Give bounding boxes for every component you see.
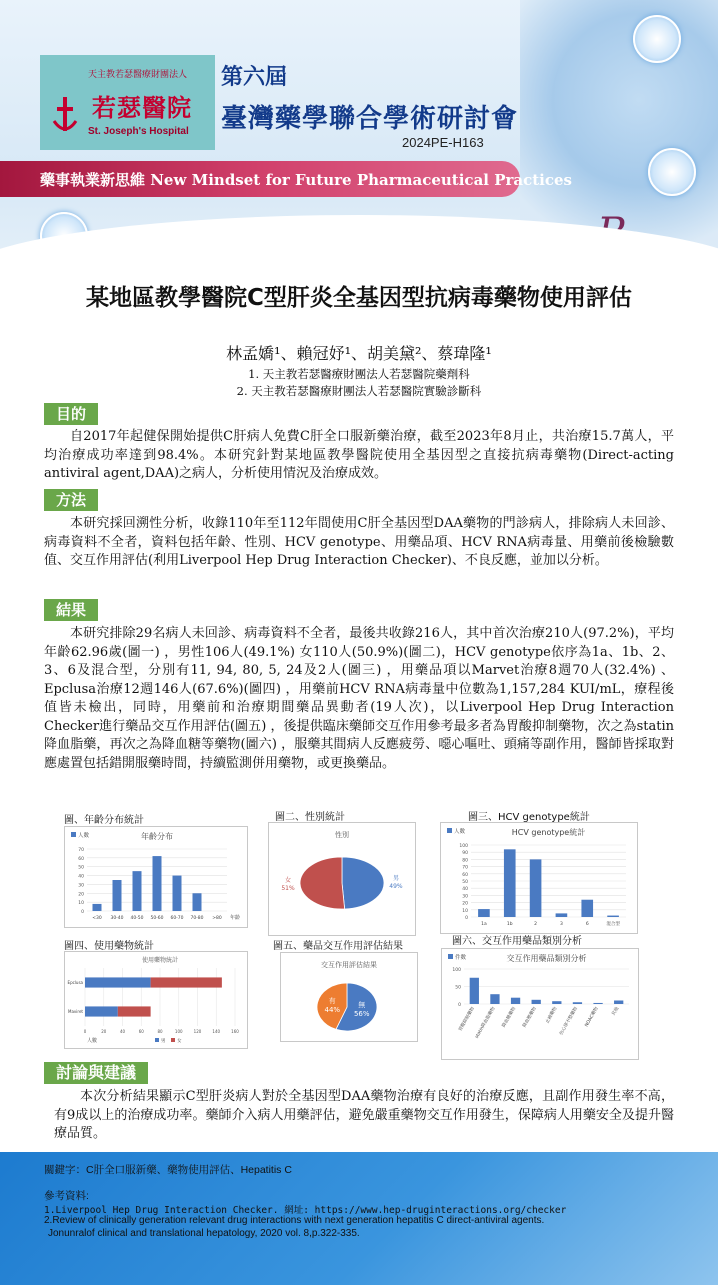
- legend-label: 件數: [455, 955, 467, 961]
- bar: [153, 856, 162, 911]
- pie-slice: [342, 857, 384, 909]
- bar-segment: [85, 977, 151, 987]
- x-tick-label: 其他: [611, 1006, 621, 1017]
- hospital-logo-name: 若瑟醫院: [92, 93, 192, 122]
- y-tick-label: 50: [462, 880, 468, 885]
- keywords: 關鍵字：C肝全口服新藥、藥物使用評估、Hepatitis C: [44, 1164, 292, 1176]
- chart-gender: [268, 822, 416, 936]
- chart-title: 性別: [335, 831, 349, 839]
- legend-label: 人數: [78, 833, 90, 839]
- x-tick-label: 60: [138, 1029, 144, 1034]
- bar: [532, 1000, 541, 1004]
- x-tick-label: statin降血脂藥物: [474, 1006, 497, 1040]
- figure-5-caption: 圖五、藥品交互作用評估結果: [273, 941, 403, 952]
- x-axis-label: 年齡: [230, 915, 241, 921]
- chart-drug-usage: [64, 951, 248, 1049]
- chart-title: HCV genotype統計: [511, 828, 586, 837]
- x-tick-label: 2: [534, 922, 538, 927]
- affiliation-2: 2. 天主教若瑟醫療財團法人若瑟醫院實驗診斷科: [236, 384, 482, 398]
- x-tick-label: 胃酸抑制藥物: [458, 1006, 477, 1033]
- x-tick-label: >80: [212, 916, 222, 921]
- y-tick-label: 0: [81, 910, 84, 915]
- section-heading-result: 結果: [44, 599, 98, 621]
- legend-swatch: [171, 1038, 175, 1042]
- axis-unit-label: 人數: [87, 1038, 98, 1044]
- y-tick-label: 70: [78, 848, 84, 853]
- x-tick-label: NOAC藥物: [584, 1006, 600, 1029]
- y-tick-label: Epclusa: [67, 980, 83, 985]
- y-tick-label: 40: [78, 874, 84, 880]
- x-tick-label: 40: [119, 1029, 126, 1034]
- x-tick-label: 40-50: [130, 916, 144, 921]
- pie-value-label: 44%: [324, 1005, 341, 1014]
- figure-6-caption: 圖六、交互作用藥品類別分析: [452, 936, 582, 947]
- theme-text: 藥事執業新思維 New Mindset for Future Pharmaceutical Practices: [40, 171, 572, 189]
- pie-label: 女: [285, 877, 292, 885]
- chart-title: 交互作用藥品類別分析: [506, 954, 587, 963]
- pie-slice: [300, 857, 345, 909]
- y-tick-label: 10: [78, 901, 84, 907]
- legend-swatch: [448, 954, 453, 959]
- chart-title: 使用藥物統計: [141, 957, 179, 964]
- x-tick-label: 6: [585, 922, 589, 927]
- legend-label: 男: [161, 1039, 166, 1044]
- pie-label: 男: [392, 874, 399, 882]
- bar: [573, 1002, 582, 1004]
- chat-heart-icon: [648, 148, 696, 196]
- poster-code: 2024PE-H163: [402, 135, 484, 150]
- x-tick-label: <30: [92, 916, 102, 921]
- section-heading-discussion: 討論與建議: [44, 1062, 148, 1084]
- bar-segment: [85, 1006, 118, 1016]
- y-tick-label: 90: [462, 851, 468, 857]
- cross-anchor-icon: [52, 95, 78, 135]
- chart-genotype: [440, 822, 638, 934]
- hospital-logo-english: St. Joseph's Hospital: [88, 126, 189, 137]
- legend-swatch: [71, 832, 76, 837]
- y-tick-label: 20: [462, 901, 468, 907]
- poster-title: 某地區教學醫院C型肝炎全基因型抗病毒藥物使用評估: [86, 285, 632, 311]
- circuit-icon: [633, 15, 681, 63]
- pie-value-label: 49%: [389, 882, 403, 890]
- chart-interaction-drug-class: [441, 948, 639, 1060]
- x-tick-label: 50-60: [150, 916, 164, 921]
- result-text: 本研究排除29名病人未回診、病毒資料不全者，最後共收錄216人，其中首次治療210人(97.2%)，平均年齡62.96歲(圖一) ，男性106人(49.1%) 女110人(50.9%)(圖二)，HCV genotype依序為1a、1b、2、3、6及混合型，分別有11, 94, 80, 5, 24及2人(圖三) ，用藥品項以Marvet治療8週70人(32.4%) 、Epclusa治療12週146人(67.6%)(圖四) ，用藥前HCV RNA病毒量中位數為1,157,284 KUI/mL，療程後值皆未檢出，同時，用藥前和治療期間藥品異動者(19人次)，以Liverpool Hep Drug Interaction Checker進行藥品交互作用評估(圖五) ，後提供臨床藥師交互作用參考最多者為胃酸抑制藥物，次之為statin降血脂藥，再次之為降血糖等藥物(圖六) ，服藥其間病人反應疲勞、噁心嘔吐、頭痛等副作用，醫師皆採取對應處置包括錯開服藥時間，持續監測併用藥物，或更換藥品。: [44, 626, 674, 771]
- y-tick-label: 100: [452, 968, 461, 973]
- chart-title: 年齡分布: [141, 832, 173, 841]
- section-heading-purpose: 目的: [44, 403, 98, 425]
- legend-label: 女: [177, 1039, 182, 1044]
- pie-label: 有: [328, 996, 336, 1005]
- conference-title: 臺灣藥學聯合學術研討會: [221, 104, 519, 134]
- legend-swatch: [155, 1038, 159, 1042]
- legend-label: 人數: [454, 829, 466, 835]
- bar: [490, 994, 499, 1004]
- authors: 林孟嬌¹、賴冠妤¹、胡美黛²、蔡瑋隆¹: [226, 344, 492, 363]
- x-tick-label: 降血糖藥物: [501, 1006, 518, 1029]
- section-heading-method: 方法: [44, 489, 98, 511]
- x-tick-label: 止痛藥物: [545, 1006, 559, 1025]
- x-tick-label: 120: [193, 1029, 202, 1034]
- y-tick-label: 30: [78, 883, 84, 889]
- figure-3-caption: 圖三、HCV genotype統計: [468, 812, 590, 823]
- y-tick-label: 40: [462, 887, 468, 893]
- reference-2: 2.Review of clinically generation relevant drug interactions with next generation hepatitis C direct-antiviral agents.: [44, 1215, 545, 1226]
- discussion-text: 本次分析結果顯示C型肝炎病人對於全基因型DAA藥物治療有良好的治療反應，且副作用發生率不高，有9成以上的治療成功率。藥師介入病人用藥評估，避免嚴重藥物交互作用發生，保障病人用藥安全及提升醫療品質。: [54, 1089, 674, 1141]
- figure-1-caption: 圖、年齡分布統計: [64, 815, 144, 826]
- bar: [530, 859, 542, 917]
- x-tick-label: 80: [157, 1029, 163, 1034]
- x-tick-label: 降血壓藥物: [522, 1006, 538, 1029]
- bar: [511, 998, 520, 1004]
- affiliation-1: 1. 天主教若瑟醫療財團法人若瑟醫院藥劑科: [248, 367, 470, 381]
- y-tick-label: 10: [462, 908, 468, 914]
- bar: [478, 909, 490, 917]
- x-tick-label: 160: [231, 1029, 239, 1034]
- y-tick-label: 100: [459, 844, 468, 849]
- bar: [556, 913, 568, 917]
- bar: [193, 893, 202, 911]
- x-tick-label: 140: [212, 1029, 221, 1034]
- reference-2-journal: Jonunralof clinical and translational hepatology, 2020 vol. 8,p.322-335.: [48, 1228, 360, 1239]
- x-tick-label: 100: [174, 1029, 183, 1034]
- y-tick-label: 80: [462, 858, 468, 864]
- bar: [593, 1003, 602, 1004]
- chart-age-distribution: [64, 826, 248, 928]
- x-tick-label: 混合型: [606, 922, 620, 927]
- bar: [133, 871, 142, 911]
- y-tick-label: 70: [462, 865, 468, 871]
- conference-edition: 第六屆: [221, 64, 288, 90]
- y-tick-label: 60: [462, 872, 468, 878]
- y-tick-label: Maviret: [68, 1009, 83, 1014]
- y-tick-label: 0: [458, 1003, 461, 1008]
- hospital-logo-subtitle: 天主教若瑟醫療財團法人: [88, 70, 188, 80]
- method-text: 本研究採回溯性分析，收錄110年至112年間使用C肝全基因型DAA藥物的門診病人，排除病人未回診、病毒資料不全者，資料包括年齡、性別、HCV genotype、用藥品項、HCV RNA病毒量、用藥前後檢驗數值、交互作用評估(利用Liverpool Hep Drug Interaction Checker)、不良反應，並加以分析。: [44, 516, 674, 568]
- x-tick-label: 30-40: [110, 916, 124, 921]
- figure-2-caption: 圖二、性別統計: [275, 812, 345, 823]
- bar: [470, 978, 479, 1004]
- x-tick-label: 70-80: [190, 916, 204, 921]
- references-heading: 參考資料:: [44, 1190, 89, 1202]
- legend-swatch: [447, 828, 452, 833]
- x-tick-label: 1b: [506, 922, 513, 927]
- x-tick-label: 抗心律不整藥物: [559, 1006, 580, 1037]
- figure-4-caption: 圖四、使用藥物統計: [64, 941, 154, 952]
- bar: [93, 904, 102, 911]
- y-tick-label: 20: [78, 892, 84, 898]
- pie-value-label: 51%: [281, 885, 295, 893]
- banner-wave: [0, 215, 718, 335]
- y-tick-label: 30: [462, 894, 468, 900]
- x-tick-label: 3: [559, 922, 563, 927]
- pie-label: 無: [358, 1001, 366, 1010]
- x-tick-label: 1a: [481, 922, 487, 927]
- pie-value-label: 56%: [353, 1010, 370, 1019]
- bar-segment: [118, 1006, 151, 1016]
- bar-segment: [151, 977, 222, 987]
- y-tick-label: 0: [465, 916, 468, 921]
- x-tick-label: 20: [101, 1029, 107, 1034]
- x-tick-label: 0: [83, 1029, 87, 1034]
- x-tick-label: 60-70: [170, 916, 184, 921]
- reference-1: 1.Liverpool Hep Drug Interaction Checker. 網址: https://www.hep-druginteractions.org/checker: [44, 1205, 567, 1216]
- bar: [552, 1001, 561, 1004]
- bar: [173, 876, 182, 911]
- y-tick-label: 50: [78, 865, 84, 871]
- bar: [113, 880, 122, 911]
- purpose-text: 自2017年起健保開始提供C肝病人免費C肝全口服新藥治療，截至2023年8月止，共治療15.7萬人，平均治療成功率達到98.4%。本研究針對某地區教學醫院使用全基因型之直接抗病毒藥物(Direct-acting antiviral agent,DAA)之病人，分析使用情況及治療成效。: [44, 429, 674, 481]
- y-tick-label: 60: [78, 856, 84, 862]
- bar: [581, 900, 593, 917]
- chart-title: 交互作用評估結果: [321, 961, 377, 969]
- bar: [504, 849, 516, 917]
- bar: [607, 916, 619, 917]
- bar: [614, 1001, 623, 1005]
- chart-interaction-result: [280, 952, 418, 1042]
- y-tick-label: 50: [455, 985, 461, 991]
